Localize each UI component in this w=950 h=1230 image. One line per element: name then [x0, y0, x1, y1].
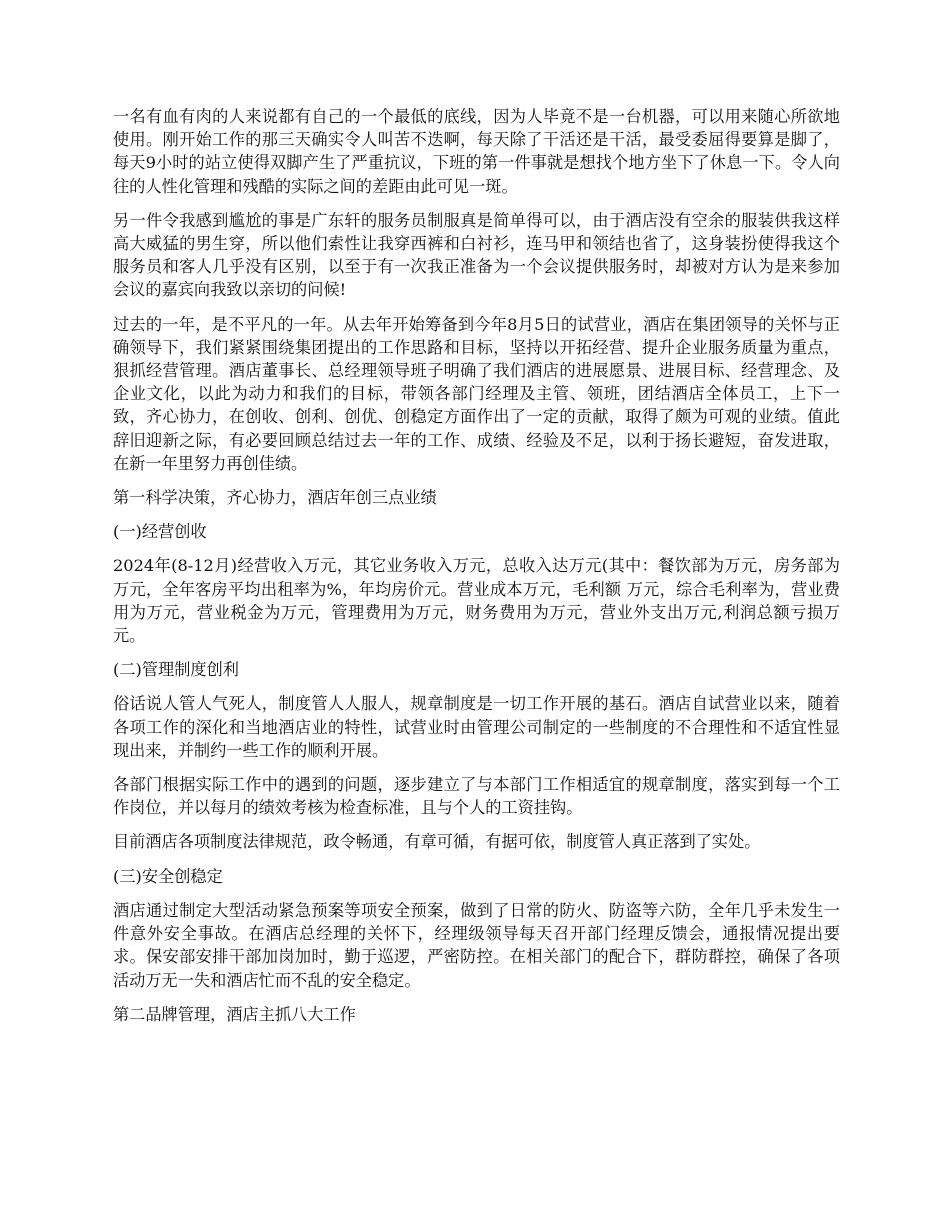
subsection-heading: (二)管理制度创利: [113, 660, 239, 680]
paragraph: 另一件令我感到尴尬的事是广东轩的服务员制服真是简单得可以，由于酒店没有空余的服装供我这样高大威猛的男生穿，所以他们索性让我穿西裤和白衬衫，连马甲和领结也省了，这身装扮使得我这个服务员和客人几乎没有区别，以至于有一次我正准备为一个会议提供服务时，却被对方认为是来参加会议的嘉宾向我致以亲切的问候!: [113, 210, 840, 300]
paragraph: 过去的一年，是不平凡的一年。从去年开始筹备到今年8月5日的试营业，酒店在集团领导的关怀与正确领导下，我们紧紧围绕集团提出的工作思路和目标，坚持以开拓经营、提升企业服务质量为重点，狠抓经营管理。酒店董事长、总经理领导班子明确了我们酒店的进展愿景、进展目标、经营理念、及企业文化，以此为动力和我们的目标，带领各部门经理及主管、领班，团结酒店全体员工，上下一致，齐心协力，在创收、创利、创优、创稳定方面作出了一定的贡献，取得了颇为可观的业绩。值此辞旧迎新之际，有必要回顾总结过去一年的工作、成绩、经验及不足，以利于扬长避短，奋发进取，在新一年里努力再创佳绩。: [113, 314, 840, 473]
document-body: [113, 105, 840, 1037]
paragraph: 一名有血有肉的人来说都有自己的一个最低的底线，因为人毕竟不是一台机器，可以用来随心所欲地使用。刚开始工作的那三天确实令人叫苦不迭啊，每天除了干活还是干活，最受委屈得要算是脚了，每天9小时的站立使得双脚产生了严重抗议，下班的第一件事就是想找个地方坐下了休息一下。令人向往的人性化管理和残酷的实际之间的差距由此可见一斑。: [113, 107, 840, 196]
paragraph: 酒店通过制定大型活动紧急预案等项安全预案，做到了日常的防火、防盗等六防，全年几乎未发生一件意外安全事故。在酒店总经理的关怀下，经理级领导每天召开部门经理反馈会，通报情况提出要求。保安部安排干部加岗加时，勤于巡逻，严密防控。在相关部门的配合下，群防群控，确保了各项活动万无一失和酒店忙而不乱的安全稳定。: [113, 900, 840, 990]
subsection-heading: (一)经营创收: [113, 522, 207, 542]
paragraph: 各部门根据实际工作中的遇到的问题，逐步建立了与本部门工作相适宜的规章制度，落实到每一个工作岗位，并以每月的绩效考核为检查标准，且与个人的工资挂钩。: [113, 775, 840, 818]
subsection-heading: (三)安全创稳定: [113, 866, 223, 886]
section-heading: 第一科学决策，齐心协力，酒店年创三点业绩: [113, 488, 437, 508]
paragraph: 目前酒店各项制度法律规范，政令畅通，有章可循，有据可依，制度管人真正落到了实处。: [113, 832, 761, 852]
paragraph: 2024年(8-12月)经营收入万元，其它业务收入万元，总收入达万元(其中：餐饮部为万元，房务部为万元，全年客房平均出租率为%，年均房价元。营业成本万元，毛利额 万元，综合毛利率为，营业费用为万元，营业税金为万元，管理费用为万元，财务费用为万元，营业外支出万元,利润总额亏损万元。: [113, 556, 840, 646]
paragraph: 俗话说人管人气死人，制度管人人服人，规章制度是一切工作开展的基石。酒店自试营业以来，随着各项工作的深化和当地酒店业的特性，试营业时由管理公司制定的一些制度的不合理性和不适宜性显现出来，并制约一些工作的顺利开展。: [113, 694, 840, 760]
section-heading: 第二品牌管理，酒店主抓八大工作: [113, 1004, 356, 1024]
